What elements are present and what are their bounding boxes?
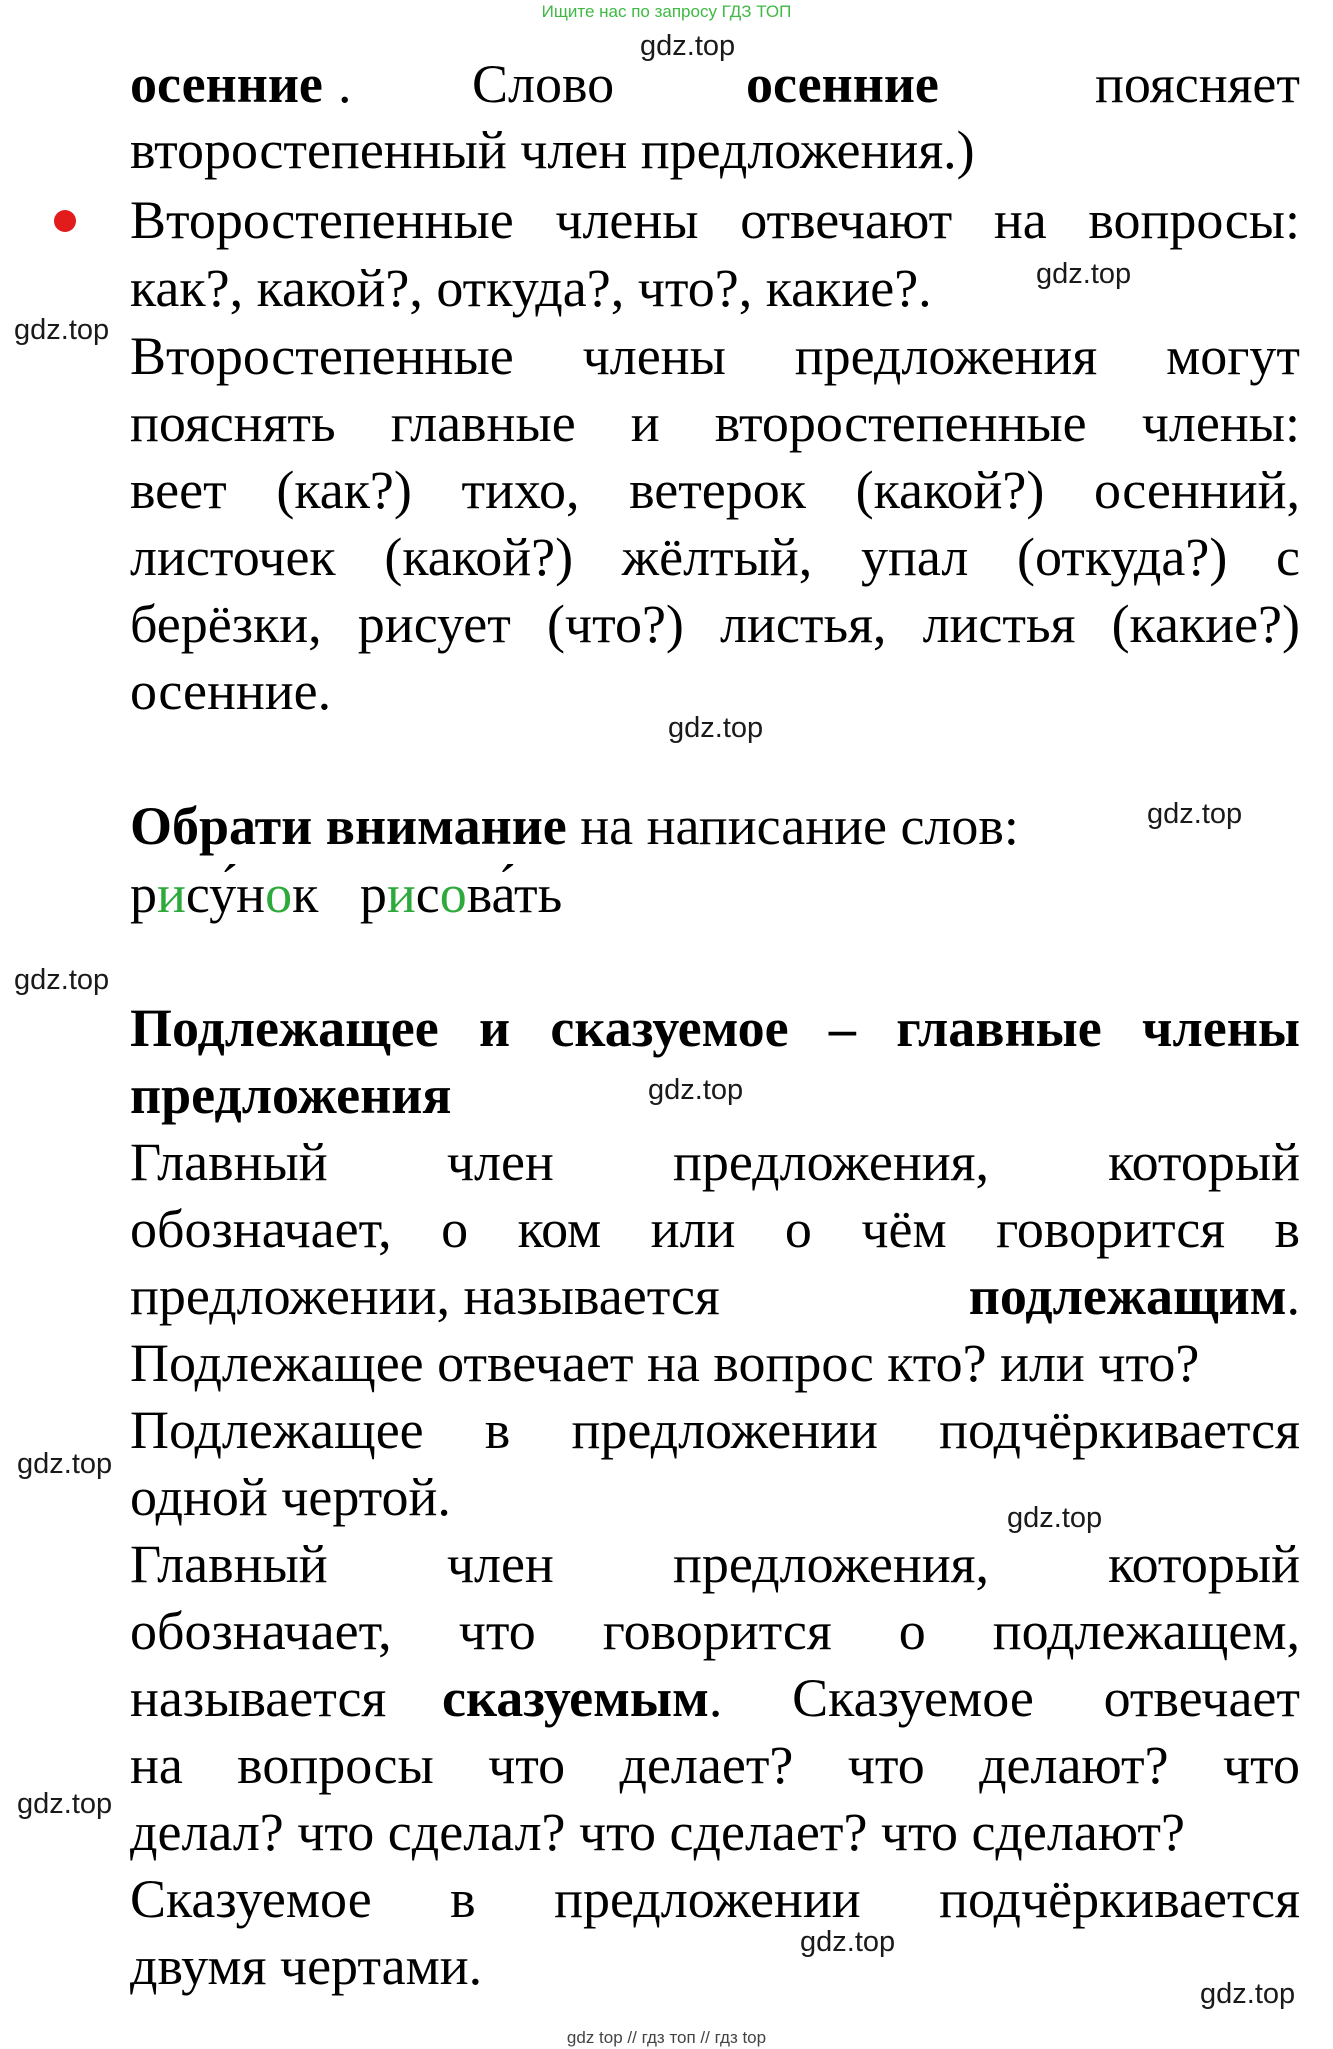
para3-line: одной чертой. xyxy=(130,1467,451,1527)
word-risunok: рису́нок xyxy=(130,864,319,924)
para2-line: веет (как?) тихо, ветерок (какой?) осенний, xyxy=(130,460,1300,520)
word-risovat: рисова́ть xyxy=(359,864,563,924)
para3-line: обозначает, о ком или о чём говорится в xyxy=(130,1199,1300,1259)
para4-line: обозначает, что говорится о подлежащем, xyxy=(130,1601,1300,1661)
para1-line2: второстепенный член предложения.) xyxy=(130,120,975,180)
para3-line: Подлежащее отвечает на вопрос кто? или что? xyxy=(130,1333,1200,1393)
attention-rest: на написание слов: xyxy=(566,796,1019,856)
bullet-line2: как?, какой?, откуда?, что?, какие?. xyxy=(130,258,932,318)
para4-line: Сказуемое в предложении подчёркивается xyxy=(130,1869,1300,1929)
watermark: gdz.top xyxy=(668,712,764,744)
bold-word: осенние xyxy=(746,54,939,114)
footer-watermark: gdz top // гдз топ // гдз top xyxy=(566,2028,767,2047)
para2-line: листочек (какой?) жёлтый, упал (откуда?) с xyxy=(130,527,1300,587)
bold-word: осенние xyxy=(130,54,323,114)
para2-line: пояснять главные и второстепенные члены: xyxy=(130,393,1300,453)
watermark: gdz.top xyxy=(14,314,110,346)
attention-words xyxy=(130,860,1300,928)
para3-line3: предложении, называется подлежащим. xyxy=(130,1266,1300,1326)
para4-line: делал? что сделал? что сделает? что сделают? xyxy=(130,1802,1185,1862)
para4-line3: называется сказуемым. Сказуемое отвечает xyxy=(130,1668,1300,1728)
watermark: gdz.top xyxy=(17,1788,113,1820)
watermark: gdz.top xyxy=(17,1448,113,1480)
bold-term: подлежащим xyxy=(968,1266,1287,1326)
word-poyasnyaet: поясняет xyxy=(1095,54,1300,114)
para4-line: двумя чертами. xyxy=(130,1936,483,1996)
watermark: gdz.top xyxy=(1200,1978,1296,2010)
watermark: gdz.top xyxy=(1007,1502,1103,1534)
para2-line: Второстепенные члены предложения могут xyxy=(130,326,1300,386)
para4-line: Главный член предложения, который xyxy=(130,1534,1300,1594)
watermark: gdz.top xyxy=(14,964,110,996)
para1-line1: осенние . Слово осенние поясняет xyxy=(130,50,1300,118)
para2-line: берёзки, рисует (что?) листья, листья (какие?) xyxy=(130,594,1300,654)
bullet-line1: Второстепенные члены отвечают на вопросы: xyxy=(130,190,1300,250)
para3-line: Главный член предложения, который xyxy=(130,1132,1300,1192)
bold-term: сказуемым xyxy=(442,1668,709,1728)
watermark: gdz.top xyxy=(800,1926,896,1958)
para3-line: Подлежащее в предложении подчёркивается xyxy=(130,1400,1300,1460)
word-slovo: Слово xyxy=(472,54,615,114)
attention-line xyxy=(130,792,1300,860)
top-banner: Ищите нас по запросу ГДЗ ТОП xyxy=(541,2,792,21)
para2-line: осенние. xyxy=(130,661,332,721)
bullet-dot xyxy=(54,210,76,232)
watermark: gdz.top xyxy=(640,30,736,62)
watermark: gdz.top xyxy=(1147,798,1243,830)
watermark: gdz.top xyxy=(648,1074,744,1106)
para4-line: на вопросы что делает? что делают? что xyxy=(130,1735,1300,1795)
attention-bold: Обрати внимание xyxy=(130,796,567,856)
section-title-line2: предложения xyxy=(130,1065,452,1125)
section-title-line1: Подлежащее и сказуемое – главные члены xyxy=(130,998,1300,1058)
watermark: gdz.top xyxy=(1036,258,1132,290)
